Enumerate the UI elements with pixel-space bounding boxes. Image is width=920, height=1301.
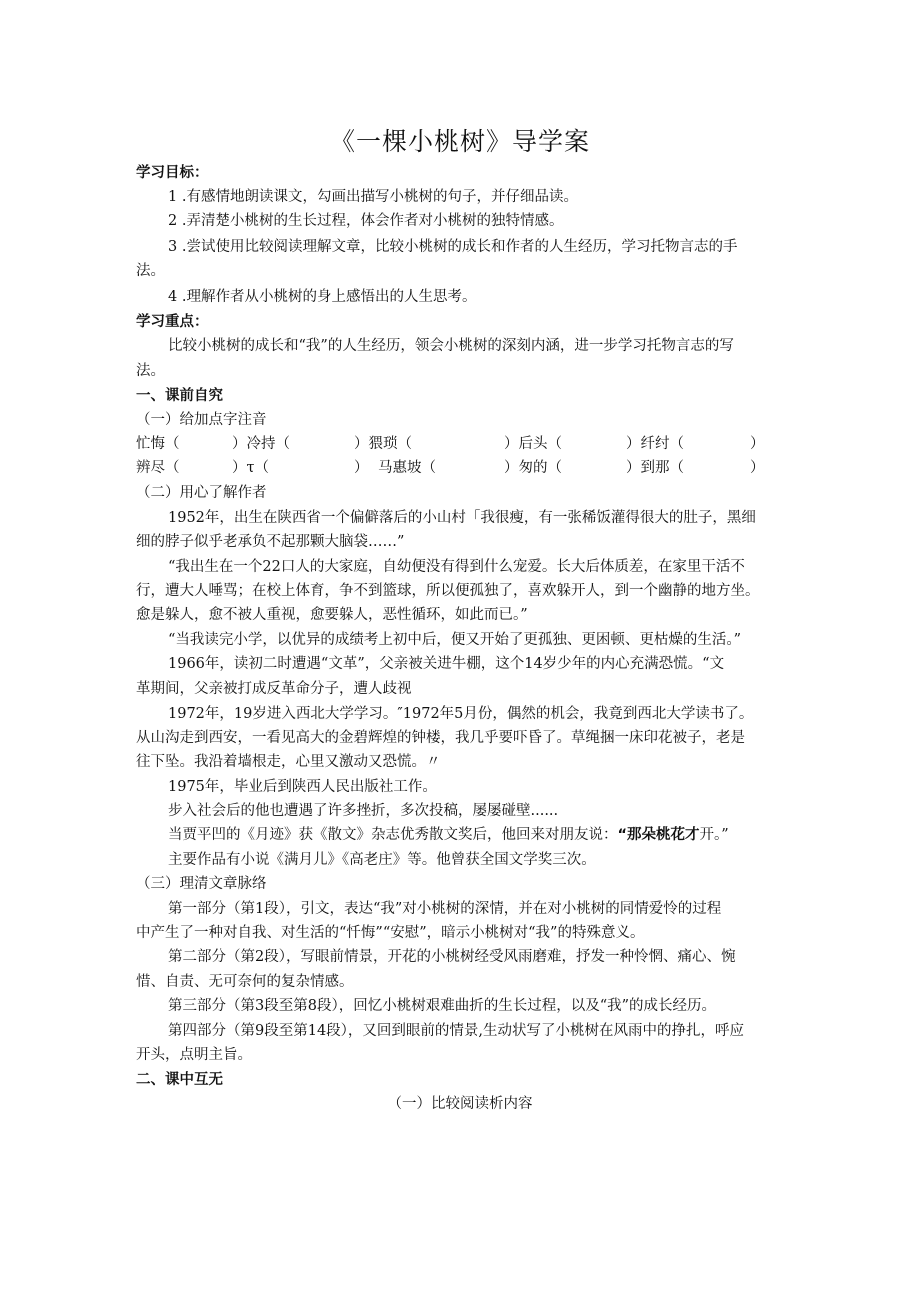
structure-line: 中产生了一种对自我、对生活的“忏悔”“安慰”，暗示小桃树对“我”的特殊意义。 (136, 925, 645, 941)
pinyin-cell: ）τ（ (232, 460, 270, 476)
keypoints-line: 法。 (136, 363, 165, 379)
author-line: 1975年，毕业后到陕西人民出版社工作。 (168, 779, 437, 795)
structure-line: 第三部分（第3段至第8段），回忆小桃树艰难曲折的生长过程，以及“我”的成长经历。 (168, 998, 717, 1014)
author-line: 1966年，读初二时遭遇“文革”，父亲被关进牛棚，这个14岁少年的内心充满恐慌。“文 (168, 656, 725, 672)
author-award-line (168, 824, 729, 846)
award-quote-bold: “那朵桃花才 (617, 827, 700, 843)
pinyin-cell: ）到那（ (626, 460, 684, 476)
keypoints-line: 比较小桃树的成长和“我”的人生经历，领会小桃树的深刻内涵，进一步学习托物言志的写 (168, 338, 734, 354)
pinyin-cell: ）匆的（ (504, 460, 562, 476)
pinyin-cell: ） (354, 460, 369, 476)
pinyin-cell: 忙悔（ (136, 436, 180, 452)
objective-item: 4 .理解作者从小桃树的身上感悟出的人生思考。 (168, 289, 477, 305)
author-works-line: 主要作品有小说《满月儿》《高老庄》等。他曾获全国文学奖三次。 (168, 852, 596, 868)
objective-item: 3 .尝试使用比较阅读理解文章，比较小桃树的成长和作者的人生经历，学习托物言志的手 (168, 239, 738, 255)
subsection-heading-centered: （一）比较阅读析内容 (387, 1096, 533, 1112)
author-line: 愈是躲人，愈不被人重视，愈要躲人，恶性循环，如此而已。” (136, 607, 528, 623)
pinyin-cell: ） (750, 460, 765, 476)
objective-item-continued: 法。 (136, 263, 165, 279)
pinyin-cell: ）纤纣（ (626, 436, 684, 452)
author-line: 行，遭大人唾骂；在校上体育，争不到篮球，所以便孤独了，喜欢躲开人，到一个幽静的地方坐。 (136, 583, 760, 599)
award-text-end: 开。” (699, 827, 729, 843)
structure-line: 惜、自责、无可奈何的复杂情感。 (136, 974, 354, 990)
structure-line: 开头，点明主旨。 (136, 1047, 252, 1063)
pinyin-cell: 辨尽（ (136, 460, 180, 476)
author-line: 从山沟走到西安，一看见高大的金碧辉煌的钟楼，我几乎要吓昏了。草绳捆一床印花被子，老是 (136, 730, 745, 746)
author-line: 1952年，出生在陕西省一个偏僻落后的小山村「我很瘦，有一张稀饭灌得很大的肚子，黑细 (168, 510, 756, 526)
section-heading: 一、课前自究 (136, 387, 223, 404)
award-text: 当贾平凹的《月迹》获《散文》杂志优秀散文奖后，他回来对朋友说： (168, 827, 618, 843)
objective-item: 2 .弄清楚小桃树的生长过程，体会作者对小桃树的独特情感。 (168, 213, 564, 229)
structure-line: 第四部分（第9段至第14段），又回到眼前的情景,生动状写了小桃树在风雨中的挣扎，呼应 (168, 1023, 745, 1039)
pinyin-row-2 (136, 457, 765, 479)
structure-line: 第一部分（第1段），引文，表达“我”对小桃树的深情，并在对小桃树的同情爱怜的过程 (168, 901, 722, 917)
pinyin-cell: ） (750, 436, 765, 452)
author-line: 革期间，父亲被打成反革命分子，遭人歧视 (136, 681, 412, 697)
keypoints-heading: 学习重点： (136, 313, 209, 330)
author-line: 1972年，19岁进入西北大学学习。″1972年5月份，偶然的机会，我竟到西北大学读书了。 (168, 706, 754, 722)
author-line: “当我读完小学，以优异的成绩考上初中后，便又开始了更孤独、更困顿、更枯燥的生活。” (168, 632, 742, 648)
pinyin-row-1 (136, 433, 765, 455)
pinyin-cell: ）后头（ (504, 436, 562, 452)
structure-line: 第二部分（第2段），写眼前情景，开花的小桃树经受风雨磨难，抒发一种怜惘、痛心、惋 (168, 949, 736, 965)
document-title: 《一棵小桃树》导学案 (329, 127, 590, 156)
author-line: “我出生在一个22口人的大家庭，自幼便没有得到什么宠爱。长大后体质差，在家里干活不 (168, 559, 745, 575)
pinyin-cell: ）冷持（ (232, 436, 290, 452)
objectives-heading: 学习目标： (136, 164, 209, 181)
subsection-heading: （二）用心了解作者 (136, 485, 267, 501)
objective-item: 1 .有感情地朗读课文，勾画出描写小桃树的句子，并仔细品读。 (168, 189, 578, 205)
author-line: 细的脖子似乎老承负不起那颗大脑袋……” (136, 534, 405, 550)
pinyin-cell: ）猥琐（ (354, 436, 412, 452)
author-line: 步入社会后的他也遭遇了许多挫折，多次投稿，屡屡碰壁...... (168, 803, 559, 819)
subsection-heading: （三）理清文章脉络 (136, 876, 267, 892)
pinyin-cell: 马惠坡（ (378, 460, 436, 476)
author-line: 往下坠。我沿着墙根走，心里又激动又恐慌。〃 (136, 754, 441, 770)
section-heading: 二、课中互无 (136, 1071, 223, 1088)
subsection-heading: （一）给加点字注音 (136, 412, 267, 428)
